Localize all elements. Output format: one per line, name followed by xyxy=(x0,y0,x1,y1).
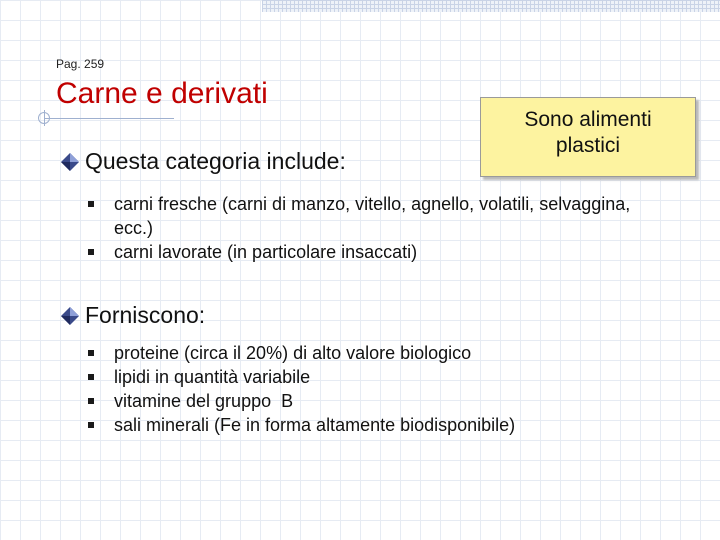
square-icon xyxy=(88,422,94,428)
square-icon xyxy=(88,374,94,380)
square-icon xyxy=(88,201,94,207)
square-icon xyxy=(88,249,94,255)
list-item-text: sali minerali (Fe in forma altamente biodisponibile) xyxy=(114,415,516,435)
square-icon xyxy=(88,350,94,356)
page-reference: Pag. 259 xyxy=(56,57,105,71)
crosshair-icon xyxy=(38,112,50,124)
bullet-list xyxy=(86,341,646,437)
diamond-icon xyxy=(60,306,80,326)
section-heading-label: Forniscono: xyxy=(85,302,206,328)
header-band xyxy=(262,0,720,12)
section-heading xyxy=(60,148,346,175)
list-item xyxy=(86,389,646,413)
page-title: Carne e derivati xyxy=(56,77,268,110)
diamond-icon xyxy=(60,152,80,172)
bullet-list xyxy=(86,192,646,264)
square-icon xyxy=(88,398,94,404)
list-item-text: carni lavorate (in particolare insaccati) xyxy=(114,242,418,262)
section-heading xyxy=(60,302,205,329)
list-item xyxy=(86,240,646,264)
list-item xyxy=(86,413,646,437)
list-item-text: carni fresche (carni di manzo, vitello, agnello, volatili, selvaggina, ecc.) xyxy=(114,194,631,238)
section-heading-label: Questa categoria include: xyxy=(85,148,346,174)
callout-text: Sono alimenti plastici xyxy=(524,108,652,157)
callout-note xyxy=(480,97,696,177)
list-item-text: vitamine del gruppo B xyxy=(114,391,294,411)
list-item-text: lipidi in quantità variabile xyxy=(114,367,311,387)
list-item-text: proteine (circa il 20%) di alto valore biologico xyxy=(114,343,472,363)
list-item xyxy=(86,365,646,389)
list-item xyxy=(86,192,646,240)
list-item xyxy=(86,341,646,365)
title-divider xyxy=(44,118,174,119)
